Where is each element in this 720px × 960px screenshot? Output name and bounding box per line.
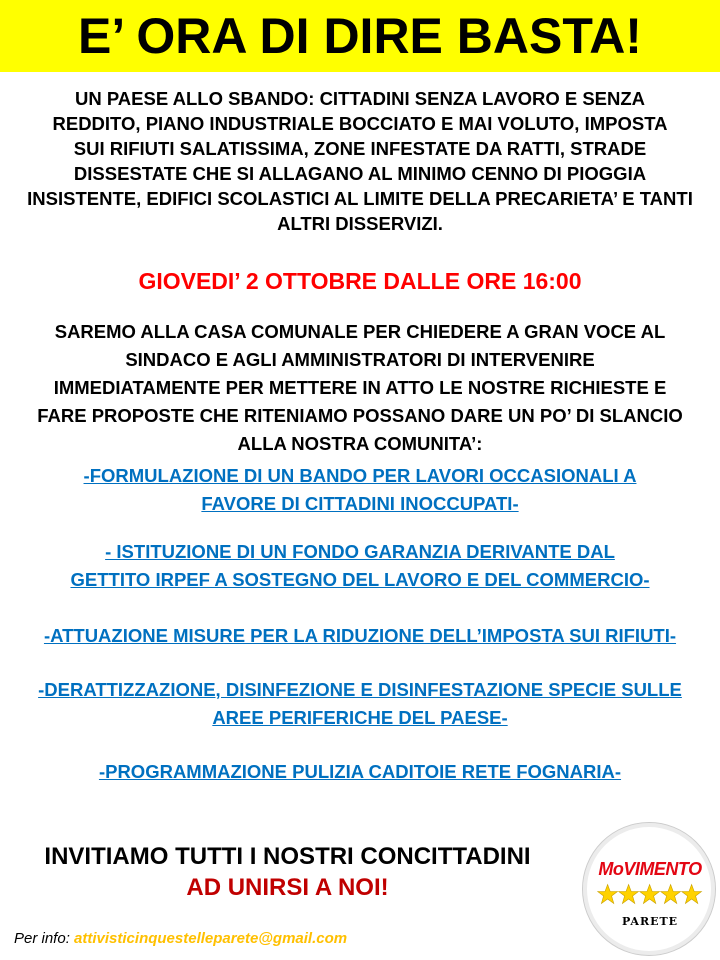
demand-item <box>0 462 720 518</box>
intro-line: INSISTENTE, EDIFICI SCOLASTICI AL LIMITE DELLA PRECARIETA’ E TANTI <box>27 188 693 209</box>
star-icon <box>661 885 681 904</box>
demand-line: -ATTUAZIONE MISURE PER LA RIDUZIONE DELL’IMPOSTA SUI RIFIUTI- <box>43 625 677 646</box>
event-date: GIOVEDI’ 2 OTTOBRE DALLE ORE 16:00 <box>138 268 582 294</box>
logo-place: PARETE <box>621 915 679 928</box>
body-line: SAREMO ALLA CASA COMUNALE PER CHIEDERE A GRAN VOCE AL <box>54 321 666 342</box>
intro-line: DISSESTATE CHE SI ALLAGANO AL MINIMO CENNO DI PIOGGIA <box>73 163 647 184</box>
invitation <box>0 842 575 904</box>
intro-line: UN PAESE ALLO SBANDO: CITTADINI SENZA LAVORO E SENZA <box>74 88 646 109</box>
intro-line: ALTRI DISSERVIZI. <box>277 213 443 234</box>
demand-item <box>0 538 720 594</box>
star-icon <box>619 885 639 904</box>
poster-title: E’ ORA DI DIRE BASTA! <box>78 8 642 64</box>
info-label: Per info: <box>14 930 70 947</box>
demand-line: -PROGRAMMAZIONE PULIZIA CADITOIE RETE FOGNARIA- <box>98 761 622 782</box>
intro-paragraph <box>8 86 712 236</box>
demand-item <box>0 758 720 786</box>
body-line: IMMEDIATAMENTE PER METTERE IN ATTO LE NOSTRE RICHIESTE E <box>53 377 667 398</box>
star-icon <box>640 885 660 904</box>
demand-line: - ISTITUZIONE DI UN FONDO GARANZIA DERIVANTE DAL <box>105 541 615 562</box>
movement-logo <box>582 822 716 956</box>
demand-line: -DERATTIZZAZIONE, DISINFEZIONE E DISINFESTAZIONE SPECIE SULLE <box>38 679 682 700</box>
invite-line: INVITIAMO TUTTI I NOSTRI CONCITTADINI <box>44 843 531 870</box>
demand-line: GETTITO IRPEF A SOSTEGNO DEL LAVORO E DEL COMMERCIO- <box>70 569 650 590</box>
body-line: SINDACO E AGLI AMMINISTRATORI DI INTERVENIRE <box>125 349 595 370</box>
contact-email[interactable]: attivisticinquestelleparete@gmail.com <box>74 930 348 947</box>
demand-line: -FORMULAZIONE DI UN BANDO PER LAVORI OCCASIONALI A <box>83 465 637 486</box>
body-paragraph <box>8 318 712 458</box>
body-line: FARE PROPOSTE CHE RITENIAMO POSSANO DARE UN PO’ DI SLANCIO <box>37 405 683 426</box>
intro-line: REDDITO, PIANO INDUSTRIALE BOCCIATO E MAI VOLUTO, IMPOSTA <box>52 113 668 134</box>
star-icon <box>682 885 702 904</box>
contact-info <box>14 930 347 947</box>
logo-stars <box>597 883 703 907</box>
demand-line: AREE PERIFERICHE DEL PAESE- <box>212 707 508 728</box>
body-line: ALLA NOSTRA COMUNITA’: <box>237 433 483 454</box>
invite-highlight: AD UNIRSI A NOI! <box>186 874 389 901</box>
logo-wordmark: MoVIMENTO <box>598 859 702 879</box>
title-banner <box>0 0 720 72</box>
star-icon <box>598 885 618 904</box>
intro-line: SUI RIFIUTI SALATISSIMA, ZONE INFESTATE DA RATTI, STRADE <box>73 138 647 159</box>
demand-item <box>0 676 720 732</box>
demand-line: FAVORE DI CITTADINI INOCCUPATI- <box>201 493 519 514</box>
demand-item <box>0 622 720 650</box>
